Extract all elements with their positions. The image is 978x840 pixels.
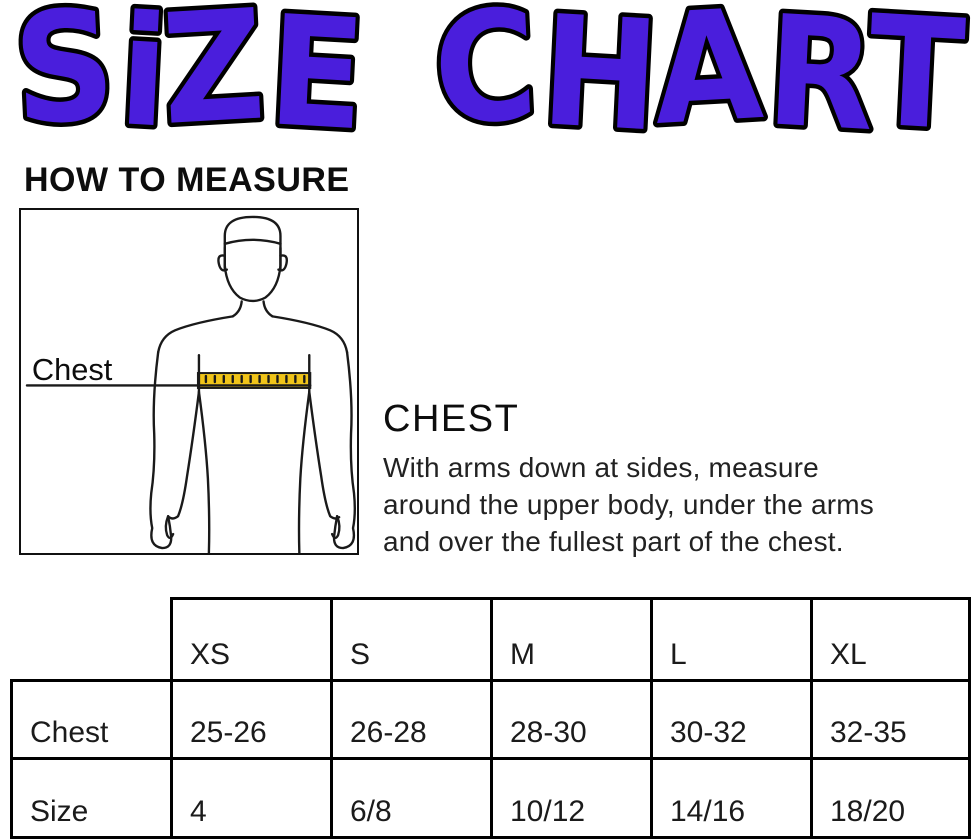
chest-value-xl: 32-35 (812, 681, 970, 759)
row-label-chest: Chest (12, 681, 172, 759)
size-table (10, 597, 971, 839)
left-shoulder (158, 316, 233, 352)
hair-outline (225, 217, 281, 270)
description-line: around the upper body, under the arms (383, 489, 874, 520)
hairline (225, 240, 281, 244)
chest-value-m: 28-30 (492, 681, 652, 759)
size-value-xs: 4 (172, 759, 332, 838)
chest-section-heading: CHEST (383, 398, 520, 440)
column-header-xl: XL (812, 599, 970, 681)
page-title: SiZE CHART (9, 0, 978, 152)
table-corner-blank (12, 599, 172, 681)
right-shoulder (273, 316, 348, 352)
neck-right (264, 301, 273, 316)
chest-value-l: 30-32 (652, 681, 812, 759)
column-header-xs: XS (172, 599, 332, 681)
row-label-size: Size (12, 759, 172, 838)
column-header-m: M (492, 599, 652, 681)
torso-left-side (199, 392, 209, 553)
chest-value-xs: 25-26 (172, 681, 332, 759)
size-value-s: 6/8 (332, 759, 492, 838)
column-header-l: L (652, 599, 812, 681)
left-arm-inner (169, 392, 199, 519)
description-line: With arms down at sides, measure (383, 452, 819, 483)
size-value-m: 10/12 (492, 759, 652, 838)
description-line: and over the fullest part of the chest. (383, 526, 844, 557)
measure-figure-box (19, 208, 359, 555)
how-to-measure-heading: HOW TO MEASURE (24, 161, 350, 199)
torso-diagram (21, 210, 357, 553)
neck-left (233, 301, 242, 316)
chest-label: Chest (31, 352, 113, 388)
table-row-chest (12, 681, 970, 759)
table-header-row (12, 599, 970, 681)
size-value-l: 14/16 (652, 759, 812, 838)
size-value-xl: 18/20 (812, 759, 970, 838)
table-row-size (12, 759, 970, 838)
column-header-s: S (332, 599, 492, 681)
right-arm-inner (309, 392, 339, 519)
title-wordart (0, 0, 978, 152)
chest-value-s: 26-28 (332, 681, 492, 759)
face-outline (225, 248, 281, 301)
torso-right-side (299, 392, 309, 553)
chest-description (383, 449, 978, 560)
